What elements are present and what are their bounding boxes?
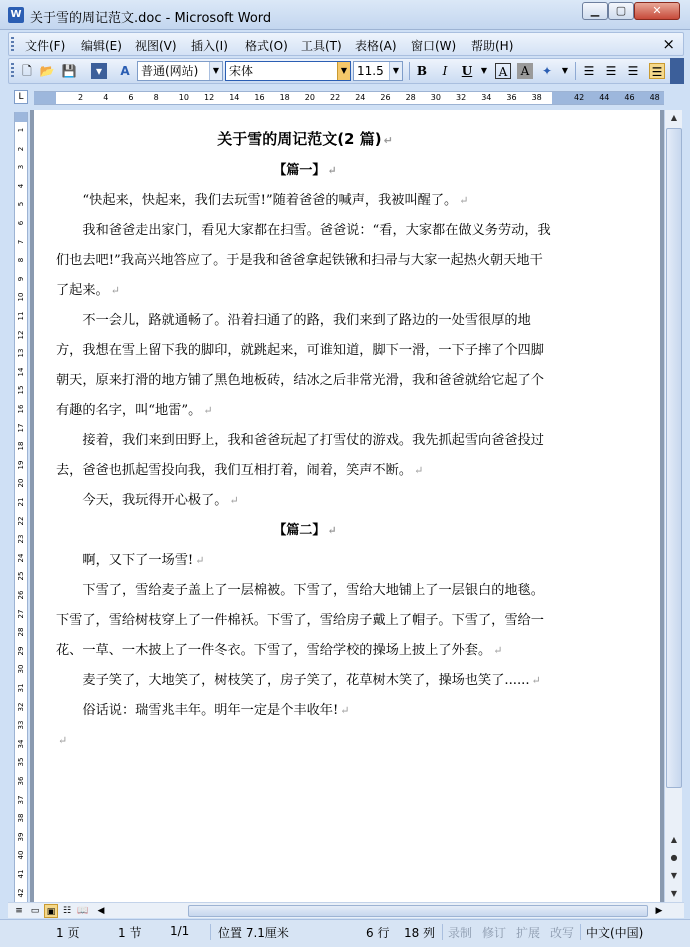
ruler-tick-label: 18 [279, 93, 290, 102]
paragraph [56, 306, 554, 426]
font-select-value: 宋体 [229, 64, 254, 78]
ruler-tick-label: 30 [430, 93, 441, 102]
paragraph-mark-icon: ↵ [195, 554, 205, 567]
align-left-icon[interactable]: ☰ [583, 64, 595, 78]
status-separator [442, 924, 443, 940]
status-position: 位置 7.1厘米 [218, 926, 289, 940]
ruler-tick-label: 10 [178, 93, 189, 102]
ruler-tick-label: 24 [355, 93, 366, 102]
paragraph-mark-icon: ↵ [327, 164, 337, 177]
top-margin [15, 112, 27, 122]
character-scaling-icon[interactable]: ✦ [541, 64, 553, 78]
paragraph-text: 不一会儿，路就通畅了。沿着扫通了的路，我们来到了路边的一处雪很厚的地方，我想在雪上留下我的脚印，就跳起来，可谁知道，脚下一滑，一下子摔了个四脚朝天，原来打滑的地方铺了黑色地板砖，结冰之后非常光滑，我和爸爸就给它起了个有趣的名字，叫“地雷”。 [56, 313, 544, 418]
ruler-tick-label: 37 [17, 795, 25, 805]
scroll-right-icon[interactable]: ▶ [655, 906, 663, 916]
paragraph-mark-icon: ↵ [459, 194, 469, 207]
underline-button[interactable]: U [461, 64, 473, 78]
ruler-tick-label: 17 [17, 423, 25, 433]
ruler-tick-label: 13 [17, 348, 25, 358]
menu-bar [8, 32, 684, 56]
ruler-tick-label: 27 [17, 609, 25, 619]
ruler-tick-label: 6 [128, 93, 134, 102]
toolbar-options-icon[interactable]: ▾ [91, 63, 107, 79]
menu-table[interactable]: 表格(A) [355, 39, 397, 53]
ruler-tick-label: 30 [17, 664, 25, 674]
status-overtype[interactable]: 改写 [550, 926, 575, 940]
ruler-tick-label: 12 [17, 330, 25, 340]
ruler-tick-label: 26 [17, 590, 25, 600]
menu-edit[interactable]: 编辑(E) [81, 39, 122, 53]
menu-grip[interactable] [11, 37, 14, 53]
menu-view[interactable]: 视图(V) [135, 39, 177, 53]
save-icon[interactable]: 💾 [61, 64, 77, 78]
ruler-tick-label: 6 [17, 220, 25, 226]
ruler-tick-label: 22 [330, 93, 341, 102]
paragraph [56, 666, 554, 696]
scroll-up-icon[interactable]: ▲ [670, 113, 678, 122]
status-language[interactable]: 中文(中国) [586, 926, 644, 940]
scroll-left-icon[interactable]: ◀ [97, 906, 105, 916]
ruler-tick-label: 22 [17, 516, 25, 526]
maximize-button[interactable]: ▢ [608, 2, 634, 20]
ruler-tick-label: 14 [229, 93, 240, 102]
toolbar-separator [575, 62, 576, 80]
ruler-tick-label: 4 [17, 183, 25, 189]
outline-view-icon[interactable]: ☷ [62, 906, 72, 916]
paragraph-text: 俗话说：瑞雪兆丰年。明年一定是个丰收年! [82, 703, 339, 718]
status-record-macro[interactable]: 录制 [448, 926, 473, 940]
paragraph-mark-icon: ↵ [414, 464, 424, 477]
status-line: 6 行 [366, 926, 390, 940]
ruler-tick-label: 48 [649, 93, 660, 102]
font-select[interactable] [225, 61, 351, 81]
paragraph-mark-icon: ↵ [229, 494, 239, 507]
status-separator [210, 924, 211, 940]
horizontal-ruler[interactable] [34, 91, 664, 105]
ruler-tick-label: 29 [17, 646, 25, 656]
paragraph [56, 576, 554, 666]
chevron-down-icon[interactable]: ▼ [561, 66, 569, 75]
character-shading-icon[interactable]: A [517, 63, 533, 79]
toolbar-overflow-icon[interactable] [670, 58, 684, 84]
section-heading [56, 516, 554, 546]
ruler-tick-label: 2 [78, 93, 84, 102]
ruler-tick-label: 34 [481, 93, 492, 102]
open-folder-icon[interactable]: 📂 [39, 64, 55, 78]
ruler-tick-label: 28 [17, 627, 25, 637]
ruler-tick-label: 8 [17, 257, 25, 263]
font-size-value: 11.5 [357, 64, 384, 78]
paragraph [56, 186, 554, 216]
ruler-tick-label: 21 [17, 497, 25, 507]
status-separator [580, 924, 581, 940]
minimize-button[interactable]: ▁ [582, 2, 608, 20]
chevron-down-icon[interactable]: ▼ [480, 66, 488, 75]
paragraph-text: 啊，又下了一场雪! [82, 553, 194, 568]
ruler-tick-label: 46 [624, 93, 635, 102]
ruler-tick-label: 32 [456, 93, 467, 102]
style-select[interactable] [137, 61, 223, 81]
paragraph-text: 我和爸爸走出家门，看见大家都在扫雪。爸爸说：“看，大家都在做义务劳动，我们也去吧!”我高兴地答应了。于是我和爸爸拿起铁锹和扫帚与大家一起热火朝天地干了起来。 [56, 223, 551, 298]
menu-insert[interactable]: 插入(I) [191, 39, 228, 53]
ruler-tick-label: 9 [17, 276, 25, 282]
word-app-icon[interactable]: W [8, 7, 24, 23]
ruler-tick-label: 41 [17, 869, 25, 879]
align-right-icon[interactable]: ☰ [627, 64, 639, 78]
ruler-tick-label: 31 [17, 683, 25, 693]
ruler-tick-label: 36 [506, 93, 517, 102]
ruler-tick-label: 42 [574, 93, 585, 102]
ruler-tick-label: 38 [17, 813, 25, 823]
bold-button[interactable]: B [416, 64, 428, 78]
previous-page-icon[interactable]: ▲ [670, 835, 678, 844]
left-margin [34, 92, 56, 104]
paragraph-mark-icon: ↵ [203, 404, 213, 417]
ruler-tick-label: 25 [17, 571, 25, 581]
ruler-tick-label: 16 [17, 404, 25, 414]
chevron-down-icon[interactable]: ▼ [337, 62, 350, 80]
styles-pane-icon[interactable]: A [120, 64, 130, 78]
paragraph-mark-icon: ↵ [110, 284, 120, 297]
title-text: 关于雪的周记范文(2 篇) [217, 130, 382, 148]
paragraph-mark-icon: ↵ [493, 644, 503, 657]
menu-format[interactable]: 格式(O) [245, 39, 288, 53]
ruler-tick-label: 32 [17, 702, 25, 712]
ruler-tick-label: 20 [304, 93, 315, 102]
status-page-of: 1/1 [170, 924, 190, 938]
toolbar-separator [409, 62, 410, 80]
horizontal-scrollbar[interactable] [8, 902, 684, 918]
status-extend[interactable]: 扩展 [516, 926, 541, 940]
paragraph [56, 216, 554, 306]
ruler-tick-label: 11 [17, 311, 25, 321]
ruler-tick-label: 19 [17, 460, 25, 470]
section-heading-text: 【篇二】 [273, 523, 326, 538]
ruler-tick-label: 42 [17, 888, 25, 898]
style-select-value: 普通(网站) [141, 64, 199, 78]
print-layout-view-icon[interactable]: ▣ [44, 904, 58, 918]
section-heading [56, 156, 554, 186]
menu-window[interactable]: 窗口(W) [411, 39, 457, 53]
ruler-tick-label: 16 [254, 93, 265, 102]
ruler-tick-label: 4 [103, 93, 109, 102]
vertical-ruler[interactable] [14, 112, 28, 902]
document-body[interactable] [56, 124, 554, 756]
paragraph-mark-icon: ↵ [340, 704, 350, 717]
web-layout-view-icon[interactable]: ▭ [30, 906, 40, 916]
section-heading-text: 【篇一】 [273, 163, 326, 178]
select-browse-object-icon[interactable]: ● [670, 853, 678, 862]
ruler-tick-label: 33 [17, 720, 25, 730]
tab-selector[interactable]: L [14, 90, 28, 104]
menu-help[interactable]: 帮助(H) [471, 39, 514, 53]
ruler-tick-label: 2 [17, 146, 25, 151]
close-window-button[interactable]: ✕ [634, 2, 680, 20]
font-size-select[interactable] [353, 61, 403, 81]
ruler-tick-label: 39 [17, 832, 25, 842]
ruler-tick-label: 24 [17, 553, 25, 563]
status-bar [0, 919, 690, 947]
paragraph-text: 下雪了，雪给麦子盖上了一层棉被。下雪了，雪给大地铺上了一层银白的地毯。下雪了，雪给树枝穿上了一件棉袄。下雪了，雪给房子戴上了帽子。下雪了，雪给一花、一草、一木披上了一件冬衣。下雪了，雪给学校的操场上披上了外套。 [56, 583, 544, 658]
status-column: 18 列 [404, 926, 436, 940]
menu-tools[interactable]: 工具(T) [301, 39, 342, 53]
italic-button[interactable]: I [442, 64, 448, 78]
justify-icon[interactable]: ☰ [649, 63, 665, 79]
scroll-down-icon[interactable]: ▼ [670, 889, 678, 898]
reading-layout-view-icon[interactable]: 📖 [77, 906, 89, 916]
ruler-tick-label: 23 [17, 534, 25, 544]
title-bar [0, 0, 690, 30]
ruler-tick-label: 18 [17, 441, 25, 451]
character-border-icon[interactable]: A [495, 63, 511, 79]
paragraph-mark-icon: ↵ [327, 524, 337, 537]
align-center-icon[interactable]: ☰ [605, 64, 617, 78]
ruler-tick-label: 10 [17, 292, 25, 302]
vertical-scrollbar[interactable] [664, 110, 682, 902]
vertical-scroll-thumb[interactable] [666, 128, 682, 788]
paragraph [56, 426, 554, 486]
ruler-tick-label: 12 [204, 93, 215, 102]
paragraph-text: 接着，我们来到田野上，我和爸爸玩起了打雪仗的游戏。我先抓起雪向爸爸投过去，爸爸也抓起雪投向我，我们互相打着，闹着，笑声不断。 [56, 433, 544, 478]
ruler-tick-label: 36 [17, 776, 25, 786]
document-area [30, 110, 664, 902]
ruler-tick-label: 14 [17, 367, 25, 377]
document-page[interactable] [34, 110, 660, 902]
chevron-down-icon[interactable]: ▼ [209, 62, 222, 80]
ruler-tick-label: 15 [17, 385, 25, 395]
status-track-changes[interactable]: 修订 [482, 926, 507, 940]
paragraph-mark-icon: ↵ [58, 734, 68, 747]
document-title [56, 124, 554, 156]
paragraph-text: 麦子笑了，大地笑了，树枝笑了，房子笑了，花草树木笑了，操场也笑了...... [82, 673, 530, 688]
new-document-icon[interactable]: 🗋 [22, 64, 32, 78]
ruler-tick-label: 40 [17, 850, 25, 860]
normal-view-icon[interactable]: ≡ [15, 906, 23, 916]
ruler-tick-label: 8 [153, 93, 159, 102]
paragraph-mark-icon: ↵ [383, 134, 393, 147]
ruler-tick-label: 5 [17, 202, 25, 207]
paragraph-text: “快起来，快起来，我们去玩雪!”随着爸爸的喊声，我被叫醒了。 [82, 193, 458, 208]
ruler-tick-label: 3 [17, 164, 25, 170]
ruler-tick-label: 26 [380, 93, 391, 102]
chevron-down-icon[interactable]: ▼ [389, 62, 402, 80]
ruler-tick-label: 44 [599, 93, 610, 102]
ruler-tick-label: 34 [17, 739, 25, 749]
close-document-icon[interactable]: × [662, 35, 675, 53]
paragraph [56, 546, 554, 576]
ruler-tick-label: 7 [17, 239, 25, 244]
paragraph [56, 486, 554, 516]
ruler-tick-label: 38 [531, 93, 542, 102]
paragraph-text: 今天，我玩得开心极了。 [82, 493, 228, 508]
menu-file[interactable]: 文件(F) [25, 39, 66, 53]
empty-paragraph [56, 726, 554, 756]
paragraph-mark-icon: ↵ [531, 674, 541, 687]
horizontal-scroll-thumb[interactable] [188, 905, 648, 917]
paragraph [56, 696, 554, 726]
ruler-tick-label: 20 [17, 478, 25, 488]
ruler-tick-label: 1 [17, 127, 25, 133]
ruler-tick-label: 28 [405, 93, 416, 102]
status-page: 1 页 [56, 926, 80, 940]
formatting-toolbar [8, 58, 684, 84]
window-title: 关于雪的周记范文.doc - Microsoft Word [30, 11, 272, 26]
next-page-icon[interactable]: ▼ [670, 871, 678, 880]
status-section: 1 节 [118, 926, 142, 940]
toolbar-grip[interactable] [11, 63, 14, 79]
ruler-tick-label: 35 [17, 757, 25, 767]
